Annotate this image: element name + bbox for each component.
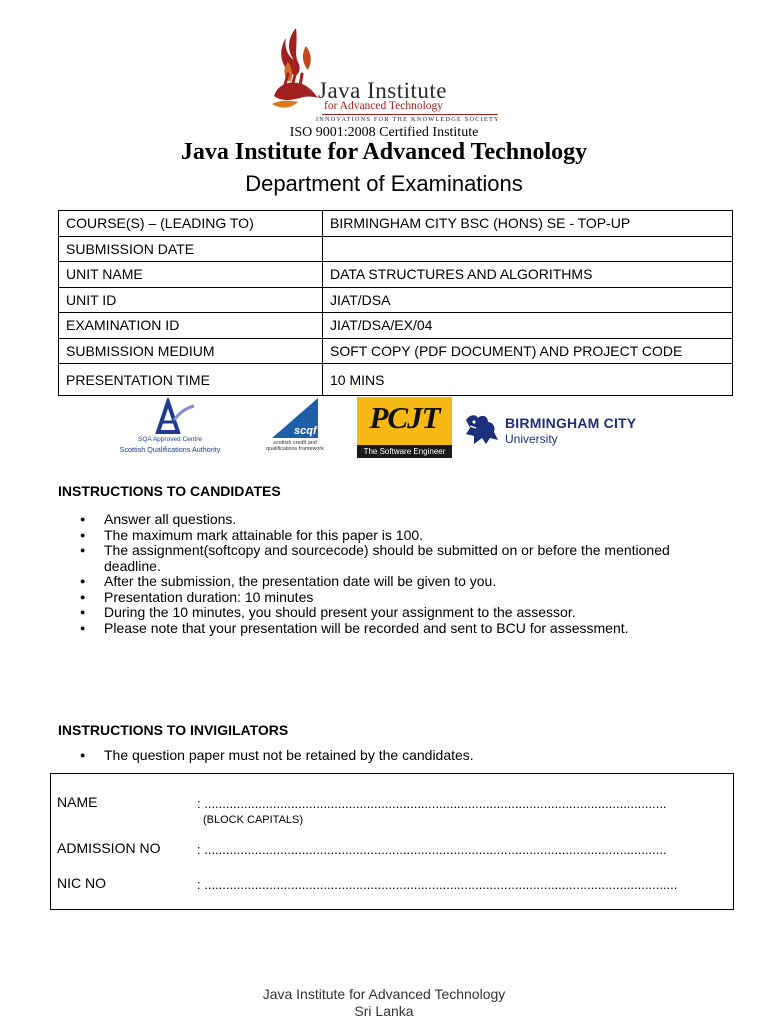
logo-tagline: INNOVATIONS FOR THE KNOWLEDGE SOCIETY [316, 116, 500, 123]
row-value: BIRMINGHAM CITY BSC (HONS) SE - TOP-UP [323, 211, 733, 237]
row-value: SOFT COPY (PDF DOCUMENT) AND PROJECT CODE [323, 338, 733, 364]
admission-no-label: ADMISSION NO [57, 840, 161, 856]
row-value: JIAT/DSA [323, 287, 733, 313]
sqa-approved-text: SQA Approved Centre [138, 436, 202, 443]
list-item: ● Answer all questions. [80, 512, 700, 528]
row-label: PRESENTATION TIME [59, 364, 323, 396]
bcu-logo [462, 408, 637, 452]
table-row [59, 313, 733, 339]
table-row [59, 338, 733, 364]
list-item: ● The maximum mark attainable for this paper is 100. [80, 528, 700, 544]
iso-certification: ISO 9001:2008 Certified Institute [289, 125, 479, 140]
institute-logo [268, 26, 508, 126]
row-label: EXAMINATION ID [59, 313, 323, 339]
scqf-logo [262, 398, 328, 458]
bcu-university: University [505, 432, 558, 446]
logo-subtitle: for Advanced Technology [324, 100, 444, 112]
nic-no-label: NIC NO [57, 875, 106, 891]
candidates-instructions-list [80, 512, 700, 636]
row-label: SUBMISSION DATE [59, 236, 323, 262]
row-value: JIAT/DSA/EX/04 [323, 313, 733, 339]
bcu-name: BIRMINGHAM CITY [505, 415, 637, 431]
block-capitals-hint: (BLOCK CAPITALS) [203, 814, 304, 826]
scqf-mark-text: scqf [294, 425, 317, 437]
scqf-text: scottish credit and qualifications framework [266, 440, 324, 452]
lion-crest-icon [462, 410, 500, 448]
admission-no-field[interactable]: : ................................................................................................................................ [197, 842, 667, 857]
pcjt-logo [357, 397, 452, 458]
row-value: 10 MINS [323, 364, 733, 396]
pcjt-mark: PCJT [369, 400, 440, 435]
list-item: ● After the submission, the presentation date will be given to you. [80, 574, 700, 590]
row-value [323, 236, 733, 262]
list-item: ● Presentation duration: 10 minutes [80, 590, 700, 606]
nic-no-field[interactable]: : ................................................................................................................................... [197, 877, 678, 892]
sqa-triangle-icon [144, 398, 196, 434]
row-label: UNIT NAME [59, 262, 323, 288]
table-row [59, 287, 733, 313]
candidate-details-box [50, 773, 734, 910]
exam-info-table [58, 210, 733, 396]
invigilators-instructions-list [80, 748, 700, 764]
sqa-authority-text: Scottish Qualifications Authority [119, 445, 221, 454]
list-item: ● The assignment(softcopy and sourcecode) should be submitted on or before the mentioned deadline. [80, 543, 700, 574]
name-label: NAME [57, 794, 98, 810]
logo-divider [322, 114, 498, 115]
footer-institute: Java Institute for Advanced Technology [262, 986, 506, 1002]
table-row [59, 236, 733, 262]
row-label: COURSE(S) – (LEADING TO) [59, 211, 323, 237]
department-title: Department of Examinations [245, 171, 523, 196]
list-item: ● Please note that your presentation will be recorded and sent to BCU for assessment. [80, 621, 700, 637]
list-item: ● The question paper must not be retained by the candidates. [80, 748, 700, 764]
table-row [59, 364, 733, 396]
invigilators-heading: INSTRUCTIONS TO INVIGILATORS [58, 722, 289, 738]
row-value: DATA STRUCTURES AND ALGORITHMS [323, 262, 733, 288]
logo-name: Java Institute [318, 78, 447, 103]
footer-country: Sri Lanka [354, 1003, 414, 1019]
pcjt-tagline: The Software Engineer [357, 445, 452, 458]
row-label: SUBMISSION MEDIUM [59, 338, 323, 364]
scqf-mark-icon [272, 398, 318, 438]
table-row [59, 211, 733, 237]
institute-title: Java Institute for Advanced Technology [180, 139, 588, 165]
list-item: ● During the 10 minutes, you should present your assignment to the assessor. [80, 605, 700, 621]
name-field[interactable]: : ................................................................................................................................ [197, 796, 667, 811]
row-label: UNIT ID [59, 287, 323, 313]
candidates-heading: INSTRUCTIONS TO CANDIDATES [58, 483, 281, 499]
sqa-logo [108, 398, 232, 458]
table-row [59, 262, 733, 288]
flame-hand-logo-icon [268, 26, 328, 118]
